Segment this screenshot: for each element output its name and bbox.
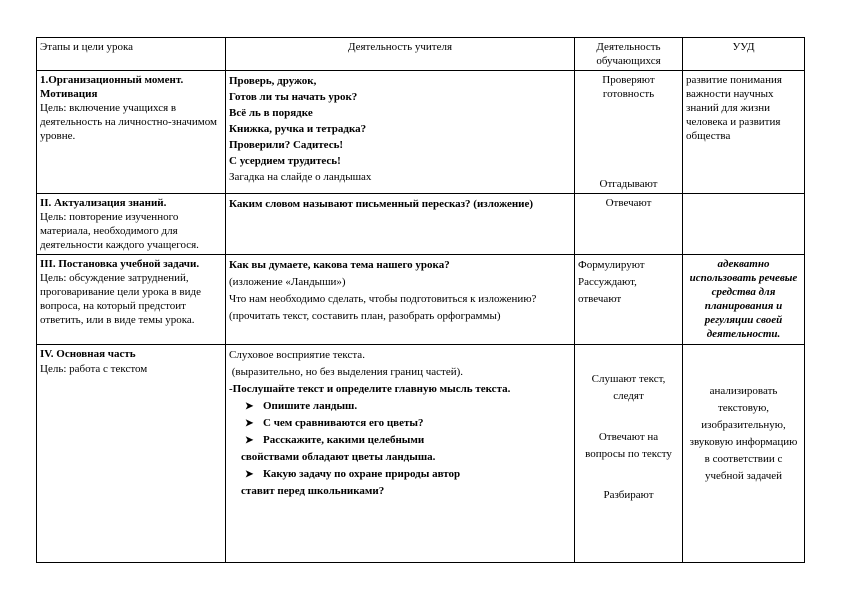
teacher-cell (226, 194, 575, 255)
question-item: ➤ Опишите ландыш. (229, 398, 571, 415)
stage-title: III. Постановка учебной задачи. (40, 258, 200, 270)
teacher-text: Каким словом называют письменный пересказ? (изложение) (229, 198, 534, 210)
students-text: Отгадывают (599, 178, 658, 190)
teacher-line: Слуховое восприятие текста. (229, 349, 365, 361)
students-cell (575, 345, 683, 563)
arrow-bullet-icon: ➤ (245, 435, 254, 446)
students-cell (575, 194, 683, 255)
question-item: ➤ Какую задачу по охране природы автор (229, 466, 571, 483)
teacher-line: -Послушайте текст и определите главную мысль текста. (229, 383, 511, 395)
question-continuation: свойствами обладают цветы ландыша. (241, 451, 436, 463)
stage-goal: Цель: включение учащихся в деятельность на личностно-значимом уровне. (40, 102, 217, 142)
teacher-line: Проверь, дружок, (229, 75, 317, 87)
stage-title: IV. Основная часть (40, 348, 136, 360)
stage-title: 1.Организационный момент. Мотивация (40, 74, 184, 100)
uud-cell (683, 71, 805, 194)
stage-cell (37, 71, 226, 194)
stage-title: II. Актуализация знаний. (40, 197, 167, 209)
header-students: Деятельность обучающихся (575, 38, 683, 71)
students-text: Проверяют готовность (602, 74, 655, 100)
teacher-line: С усердием трудитесь! (229, 155, 341, 167)
uud-text: развитие понимания важности научных знаний для жизни человека и развития общества (686, 74, 782, 142)
teacher-line: Загадка на слайде о ландышах (229, 171, 372, 183)
uud-cell (683, 194, 805, 255)
arrow-bullet-icon: ➤ (245, 401, 254, 412)
students-text: Отвечают на вопросы по тексту (585, 431, 672, 460)
stage-cell (37, 345, 226, 563)
teacher-cell (226, 71, 575, 194)
students-text: Слушают текст, следят (591, 373, 666, 402)
uud-text: адекватно использовать речевые средства для планирования и регуляции своей деятельности. (689, 258, 798, 340)
students-text: Отвечают (605, 197, 652, 209)
teacher-line: Всё ль в порядке (229, 107, 313, 119)
stage-cell (37, 194, 226, 255)
stage-cell (37, 255, 226, 345)
header-teacher: Деятельность учителя (226, 38, 575, 71)
uud-text: анализировать текстовую, изобразительную, звуковую информацию в соответствии с учебной задачей (689, 385, 798, 482)
header-row (37, 38, 805, 71)
teacher-cell (226, 345, 575, 563)
row-task-setting (37, 255, 805, 345)
row-main-part (37, 345, 805, 563)
teacher-line: Готов ли ты начать урок? (229, 91, 358, 103)
lesson-plan-table (36, 37, 805, 563)
teacher-line: (выразительно, но без выделения границ частей). (229, 366, 464, 378)
arrow-bullet-icon: ➤ (245, 418, 254, 429)
uud-cell (683, 255, 805, 345)
students-cell (575, 71, 683, 194)
question-continuation: ставит перед школьниками? (241, 485, 385, 497)
teacher-line: (изложение «Ландыши») (229, 276, 346, 288)
row-org-moment (37, 71, 805, 194)
teacher-line: Проверили? Садитесь! (229, 139, 344, 151)
students-text: Разбирают (603, 489, 654, 501)
row-actualization (37, 194, 805, 255)
stage-goal: Цель: повторение изученного материала, необходимого для деятельности каждого учащегося. (40, 211, 199, 251)
students-text: отвечают (578, 293, 622, 305)
question-item: ➤ Расскажите, какими целебными (229, 432, 571, 449)
uud-cell (683, 345, 805, 563)
teacher-cell (226, 255, 575, 345)
arrow-bullet-icon: ➤ (245, 469, 254, 480)
question-item: ➤ С чем сравниваются его цветы? (229, 415, 571, 432)
stage-goal: Цель: обсуждение затруднений, проговаривание цели урока в виде вопроса, на который предстоит ответить, или в виде темы урока. (40, 272, 201, 326)
teacher-line: Как вы думаете, какова тема нашего урока? (229, 259, 450, 271)
header-stages: Этапы и цели урока (37, 38, 226, 71)
students-text: Формулируют (578, 259, 645, 271)
stage-goal: Цель: работа с текстом (40, 363, 148, 375)
teacher-line: Что нам необходимо сделать, чтобы подготовиться к изложению? (прочитать текст, составить план, разобрать орфограммы) (229, 293, 537, 322)
teacher-line: Книжка, ручка и тетрадка? (229, 123, 367, 135)
header-uud: УУД (683, 38, 805, 71)
students-text: Рассуждают, (578, 276, 637, 288)
students-cell (575, 255, 683, 345)
